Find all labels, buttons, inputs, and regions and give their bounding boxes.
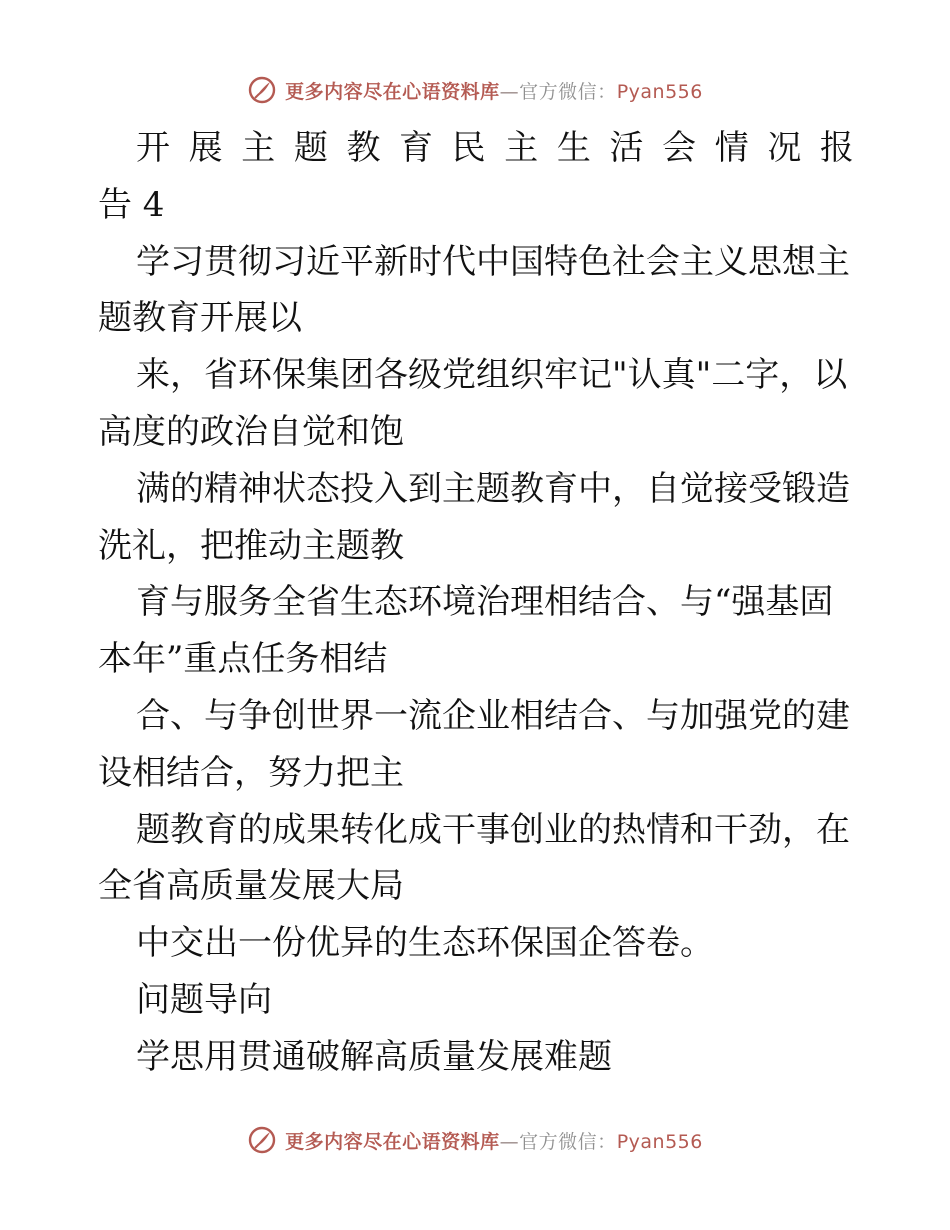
title-char: 主 [504,128,539,168]
banner-text [285,77,703,104]
paragraph-line: 学习贯彻习近平新时代中国特色社会主义思想主 [136,241,850,282]
title-char: 开 [136,128,170,168]
banner-brand: 更多内容尽在心语资料库 [285,80,500,103]
subsection-heading: 学思用贯通破解高质量发展难题 [136,1036,612,1077]
title-char: 活 [609,128,644,168]
header-banner [0,70,950,110]
banner-dash: — [499,80,520,103]
banner-wechat-handle: Pyan556 [616,80,703,103]
title-char: 展 [188,128,223,168]
banner-text [285,1127,703,1154]
document-title-line-1 [98,120,854,177]
document-title-line-2: 告 4 [98,184,165,225]
banner-wechat-handle: Pyan556 [616,1130,703,1153]
paragraph-line: 题教育的成果转化成干事创业的热情和干劲，在 [136,809,850,850]
paragraph-line: 本年”重点任务相结 [98,639,388,680]
footer-banner [0,1120,950,1160]
paragraph-line: 来，省环保集团各级党组织牢记"认真"二字，以 [136,355,848,396]
section-heading: 问题导向 [136,979,272,1020]
paragraph-line: 合、与争创世界一流企业相结合、与加强党的建 [136,695,850,736]
paragraph-line: 洗礼，把推动主题教 [98,525,404,566]
title-char: 情 [714,128,749,168]
paragraph-line: 中交出一份优异的生态环保国企答卷。 [136,923,714,964]
title-char: 生 [556,128,591,168]
banner-dash: — [499,1130,520,1153]
quill-logo-icon [247,75,277,105]
banner-official-label: 官方微信： [519,80,617,103]
paragraph-line: 高度的政治自觉和饱 [98,411,404,452]
document-body [98,120,854,1086]
title-char: 会 [662,128,697,168]
title-char: 育 [399,128,434,168]
paragraph-line: 设相结合，努力把主 [98,752,404,793]
paragraph-line: 育与服务全省生态环境治理相结合、与“强基固 [136,582,834,623]
title-char: 民 [451,128,486,168]
paragraph-line: 满的精神状态投入到主题教育中，自觉接受锻造 [136,468,850,509]
title-char: 题 [293,128,328,168]
title-char: 况 [767,128,802,168]
title-char: 主 [241,128,276,168]
paragraph-line: 全省高质量发展大局 [98,866,404,907]
title-char: 教 [346,128,381,168]
banner-official-label: 官方微信： [519,1130,617,1153]
banner-brand: 更多内容尽在心语资料库 [285,1130,500,1153]
title-char: 报 [819,128,854,168]
paragraph-line: 题教育开展以 [98,298,302,339]
quill-logo-icon [247,1125,277,1155]
